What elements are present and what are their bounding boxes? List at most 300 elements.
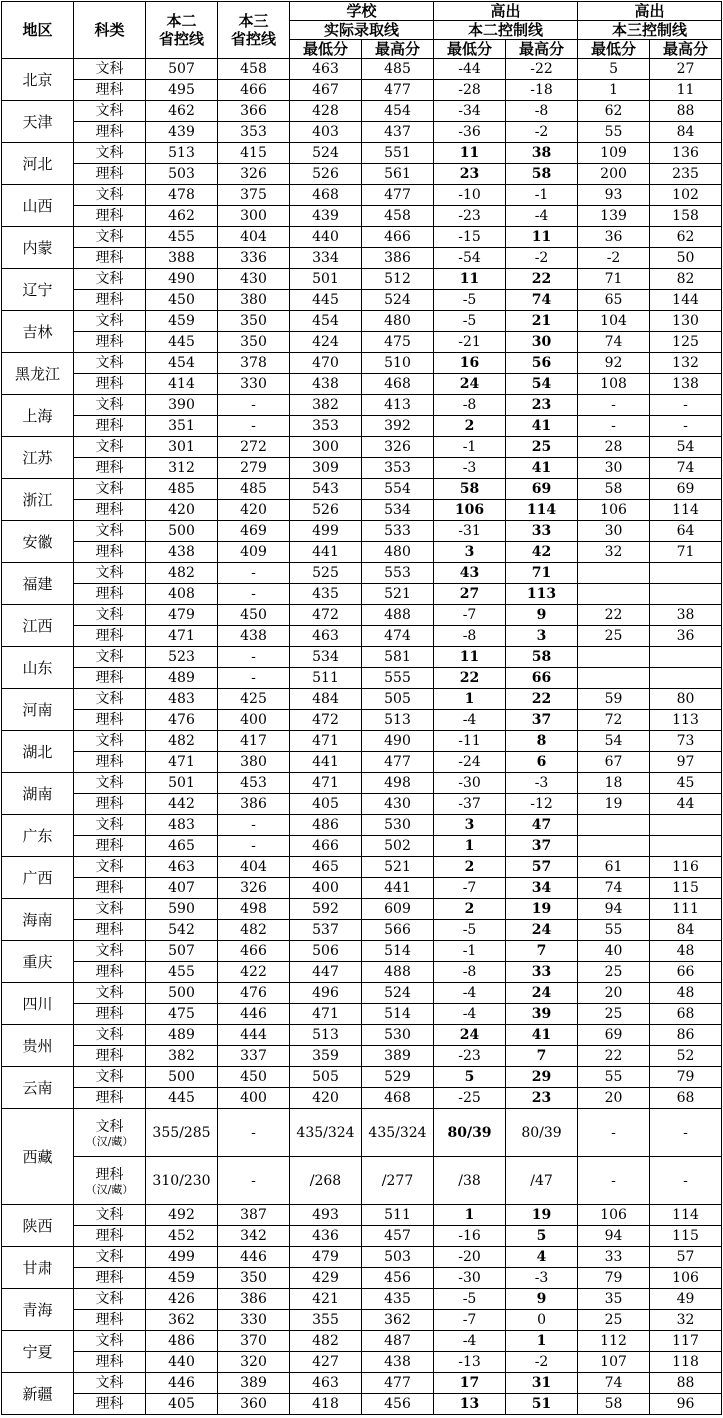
score-cell: 13 bbox=[434, 1394, 506, 1415]
header-above-ben2: 高出 bbox=[434, 2, 578, 21]
score-cell: 67 bbox=[578, 752, 650, 773]
score-cell: -37 bbox=[434, 794, 506, 815]
score-cell: 480 bbox=[362, 542, 434, 563]
category-cell: 理科 bbox=[74, 1226, 146, 1247]
score-cell: 438 bbox=[290, 374, 362, 395]
score-cell: -2 bbox=[506, 122, 578, 143]
score-cell: 330 bbox=[218, 374, 290, 395]
table-row bbox=[2, 479, 722, 500]
score-cell: 130 bbox=[650, 311, 722, 332]
table-row bbox=[2, 899, 722, 920]
category-cell: 理科 bbox=[74, 416, 146, 437]
score-cell: 390 bbox=[146, 395, 218, 416]
score-cell: 525 bbox=[290, 563, 362, 584]
score-cell: 442 bbox=[146, 794, 218, 815]
category-cell: 文科 bbox=[74, 1247, 146, 1268]
score-cell: 326 bbox=[362, 437, 434, 458]
score-cell: 453 bbox=[218, 773, 290, 794]
score-cell: 320 bbox=[218, 1352, 290, 1373]
category-cell: 文科 bbox=[74, 563, 146, 584]
score-cell: 22 bbox=[506, 269, 578, 290]
score-cell: 507 bbox=[146, 941, 218, 962]
score-cell: 64 bbox=[650, 521, 722, 542]
score-cell: 458 bbox=[362, 206, 434, 227]
score-cell: 387 bbox=[218, 1205, 290, 1226]
score-cell: 58 bbox=[506, 164, 578, 185]
score-cell: 477 bbox=[362, 1373, 434, 1394]
score-cell: 49 bbox=[650, 1289, 722, 1310]
table-row bbox=[2, 563, 722, 584]
score-cell: 22 bbox=[434, 668, 506, 689]
category-cell: 理科 bbox=[74, 206, 146, 227]
score-cell: 16 bbox=[434, 353, 506, 374]
table-row bbox=[2, 773, 722, 794]
score-cell: 54 bbox=[578, 731, 650, 752]
score-cell: 524 bbox=[290, 143, 362, 164]
score-cell: 200 bbox=[578, 164, 650, 185]
score-cell: 336 bbox=[218, 248, 290, 269]
score-cell: 380 bbox=[218, 290, 290, 311]
score-cell: 21 bbox=[506, 311, 578, 332]
table-row bbox=[2, 1289, 722, 1310]
category-cell bbox=[74, 1109, 146, 1157]
score-cell: 430 bbox=[218, 269, 290, 290]
score-cell: 554 bbox=[362, 479, 434, 500]
category-cell: 文科 bbox=[74, 311, 146, 332]
score-cell: 511 bbox=[362, 1205, 434, 1226]
region-cell: 福建 bbox=[2, 563, 74, 605]
score-cell: 490 bbox=[362, 731, 434, 752]
score-cell: 132 bbox=[650, 353, 722, 374]
header-ben3-line bbox=[218, 2, 290, 59]
score-cell: 74 bbox=[506, 290, 578, 311]
score-cell: 28 bbox=[578, 437, 650, 458]
category-cell: 文科 bbox=[74, 185, 146, 206]
score-cell: 534 bbox=[362, 500, 434, 521]
score-cell: 468 bbox=[362, 1088, 434, 1109]
score-cell: 468 bbox=[290, 185, 362, 206]
score-cell: 513 bbox=[290, 1025, 362, 1046]
score-cell: 7 bbox=[506, 1046, 578, 1067]
score-cell: -23 bbox=[434, 1046, 506, 1067]
score-cell: 475 bbox=[362, 332, 434, 353]
score-cell: 445 bbox=[290, 290, 362, 311]
score-cell: 111 bbox=[650, 899, 722, 920]
score-cell: 482 bbox=[218, 920, 290, 941]
score-cell: - bbox=[218, 395, 290, 416]
score-cell: 581 bbox=[362, 647, 434, 668]
header-school: 学校 bbox=[290, 2, 434, 21]
category-cell: 理科 bbox=[74, 290, 146, 311]
score-cell: 477 bbox=[362, 185, 434, 206]
score-cell: 25 bbox=[578, 962, 650, 983]
score-cell: -3 bbox=[506, 773, 578, 794]
score-cell: 69 bbox=[578, 1025, 650, 1046]
score-cell: 38 bbox=[650, 605, 722, 626]
score-cell: 400 bbox=[218, 1088, 290, 1109]
score-cell: 11 bbox=[434, 143, 506, 164]
score-cell: 378 bbox=[218, 353, 290, 374]
category-sublabel: （汉/藏） bbox=[85, 1134, 134, 1148]
score-cell: 118 bbox=[650, 1352, 722, 1373]
table-row bbox=[2, 983, 722, 1004]
score-cell bbox=[650, 815, 722, 836]
score-cell: 39 bbox=[506, 1004, 578, 1025]
score-cell: 407 bbox=[146, 878, 218, 899]
score-cell: 68 bbox=[650, 1088, 722, 1109]
score-cell: 88 bbox=[650, 1373, 722, 1394]
region-cell: 青海 bbox=[2, 1289, 74, 1331]
score-cell: 74 bbox=[578, 878, 650, 899]
header-ben2-line-l2: 省控线 bbox=[158, 30, 204, 48]
score-cell: 32 bbox=[578, 542, 650, 563]
score-cell bbox=[578, 563, 650, 584]
score-cell: 513 bbox=[362, 710, 434, 731]
category-cell: 文科 bbox=[74, 689, 146, 710]
score-cell: 355 bbox=[290, 1310, 362, 1331]
score-cell: 62 bbox=[578, 101, 650, 122]
score-cell: -7 bbox=[434, 1310, 506, 1331]
score-cell: 7 bbox=[506, 941, 578, 962]
score-cell: 533 bbox=[362, 521, 434, 542]
score-cell: 4 bbox=[506, 1247, 578, 1268]
score-cell: - bbox=[218, 1109, 290, 1157]
score-cell: 465 bbox=[290, 857, 362, 878]
score-cell: 74 bbox=[578, 1373, 650, 1394]
score-cell: 418 bbox=[290, 1394, 362, 1415]
score-cell: 44 bbox=[650, 794, 722, 815]
region-cell: 上海 bbox=[2, 395, 74, 437]
category-cell: 理科 bbox=[74, 1352, 146, 1373]
score-cell: 489 bbox=[146, 1025, 218, 1046]
table-row bbox=[2, 1352, 722, 1373]
score-cell: 510 bbox=[362, 353, 434, 374]
category-cell: 理科 bbox=[74, 962, 146, 983]
score-cell: 542 bbox=[146, 920, 218, 941]
table-row bbox=[2, 395, 722, 416]
score-cell: 42 bbox=[506, 542, 578, 563]
score-cell: 36 bbox=[650, 626, 722, 647]
score-cell: 503 bbox=[362, 1247, 434, 1268]
score-cell: 474 bbox=[362, 626, 434, 647]
score-cell: - bbox=[218, 836, 290, 857]
score-cell: 513 bbox=[146, 143, 218, 164]
score-cell: 514 bbox=[362, 1004, 434, 1025]
score-cell: 52 bbox=[650, 1046, 722, 1067]
score-cell: - bbox=[578, 1157, 650, 1205]
score-cell: 471 bbox=[146, 626, 218, 647]
score-cell: 24 bbox=[506, 920, 578, 941]
score-cell: 79 bbox=[578, 1268, 650, 1289]
score-cell: /47 bbox=[506, 1157, 578, 1205]
score-cell: 115 bbox=[650, 1226, 722, 1247]
score-cell: 414 bbox=[146, 374, 218, 395]
region-cell: 黑龙江 bbox=[2, 353, 74, 395]
score-cell: 66 bbox=[650, 962, 722, 983]
score-cell: 23 bbox=[434, 164, 506, 185]
table-row-tibet-wen bbox=[2, 1109, 722, 1157]
header-ben3-line-l1: 本三 bbox=[238, 12, 269, 30]
category-cell: 文科 bbox=[74, 143, 146, 164]
score-cell: 326 bbox=[218, 164, 290, 185]
score-cell: 375 bbox=[218, 185, 290, 206]
score-cell: 1 bbox=[434, 1205, 506, 1226]
score-cell: 11 bbox=[434, 269, 506, 290]
score-cell: 326 bbox=[218, 878, 290, 899]
table-row bbox=[2, 605, 722, 626]
table-row bbox=[2, 101, 722, 122]
category-cell: 理科 bbox=[74, 878, 146, 899]
score-cell: 505 bbox=[362, 689, 434, 710]
table-row bbox=[2, 1004, 722, 1025]
score-cell: 2 bbox=[434, 857, 506, 878]
score-cell: -18 bbox=[506, 80, 578, 101]
score-cell: 106 bbox=[578, 1205, 650, 1226]
table-row bbox=[2, 794, 722, 815]
table-header bbox=[2, 2, 722, 59]
score-cell: 471 bbox=[290, 731, 362, 752]
score-cell bbox=[650, 584, 722, 605]
score-cell: 350 bbox=[218, 332, 290, 353]
score-cell: 420 bbox=[146, 500, 218, 521]
region-cell: 新疆 bbox=[2, 1373, 74, 1415]
header-ben3-min: 最低分 bbox=[578, 40, 650, 59]
score-cell: 420 bbox=[290, 1088, 362, 1109]
score-cell: 32 bbox=[650, 1310, 722, 1331]
score-cell: 88 bbox=[650, 101, 722, 122]
score-cell: 41 bbox=[506, 416, 578, 437]
score-cell: 609 bbox=[362, 899, 434, 920]
score-cell: 5 bbox=[434, 1067, 506, 1088]
score-cell: 498 bbox=[362, 773, 434, 794]
score-cell: 80/39 bbox=[506, 1109, 578, 1157]
score-cell: 471 bbox=[290, 1004, 362, 1025]
score-cell: 463 bbox=[290, 59, 362, 80]
score-cell: 429 bbox=[290, 1268, 362, 1289]
score-cell: - bbox=[650, 395, 722, 416]
score-cell: 501 bbox=[146, 773, 218, 794]
category-label: 文科 bbox=[95, 1118, 124, 1135]
score-cell: -5 bbox=[434, 311, 506, 332]
score-cell: 36 bbox=[578, 227, 650, 248]
score-cell: 475 bbox=[146, 1004, 218, 1025]
score-cell: 537 bbox=[290, 920, 362, 941]
score-cell: 496 bbox=[290, 983, 362, 1004]
score-cell bbox=[650, 668, 722, 689]
score-cell: 382 bbox=[290, 395, 362, 416]
category-cell: 理科 bbox=[74, 1310, 146, 1331]
table-body-tibet bbox=[2, 1109, 722, 1205]
score-cell: 456 bbox=[362, 1268, 434, 1289]
score-cell: 30 bbox=[578, 458, 650, 479]
score-cell: -11 bbox=[434, 731, 506, 752]
score-cell: 272 bbox=[218, 437, 290, 458]
region-cell: 广东 bbox=[2, 815, 74, 857]
category-cell: 理科 bbox=[74, 332, 146, 353]
score-cell: 330 bbox=[218, 1310, 290, 1331]
admission-score-table bbox=[1, 1, 722, 1415]
score-cell: 58 bbox=[578, 479, 650, 500]
category-cell: 文科 bbox=[74, 773, 146, 794]
score-cell: 523 bbox=[146, 647, 218, 668]
table-row bbox=[2, 710, 722, 731]
score-cell: -10 bbox=[434, 185, 506, 206]
header-ben3-line-l2: 省控线 bbox=[230, 30, 276, 48]
score-cell: 9 bbox=[506, 605, 578, 626]
category-cell: 理科 bbox=[74, 1046, 146, 1067]
table-row bbox=[2, 752, 722, 773]
region-cell: 海南 bbox=[2, 899, 74, 941]
score-cell: 139 bbox=[578, 206, 650, 227]
score-cell: /38 bbox=[434, 1157, 506, 1205]
score-cell: 483 bbox=[146, 815, 218, 836]
table-row bbox=[2, 647, 722, 668]
score-cell: 38 bbox=[506, 143, 578, 164]
score-cell: 488 bbox=[362, 605, 434, 626]
score-bold: 80/39 bbox=[447, 1124, 492, 1141]
score-cell: 74 bbox=[578, 332, 650, 353]
score-cell: 555 bbox=[362, 668, 434, 689]
score-cell: 106 bbox=[578, 500, 650, 521]
score-cell: 47 bbox=[506, 815, 578, 836]
score-cell: 561 bbox=[362, 164, 434, 185]
score-cell: 370 bbox=[218, 1331, 290, 1352]
score-cell: 386 bbox=[362, 248, 434, 269]
score-cell: 351 bbox=[146, 416, 218, 437]
score-cell: 235 bbox=[650, 164, 722, 185]
category-cell: 文科 bbox=[74, 437, 146, 458]
score-cell: - bbox=[218, 1157, 290, 1205]
score-cell: 138 bbox=[650, 374, 722, 395]
score-cell: 353 bbox=[362, 458, 434, 479]
category-cell: 文科 bbox=[74, 1373, 146, 1394]
score-cell: 428 bbox=[290, 101, 362, 122]
score-cell: 19 bbox=[578, 794, 650, 815]
score-cell: 58 bbox=[578, 1394, 650, 1415]
header-above-ben3-sub: 本三控制线 bbox=[578, 21, 722, 40]
score-cell: -21 bbox=[434, 332, 506, 353]
score-cell: -1 bbox=[506, 185, 578, 206]
score-cell: 477 bbox=[362, 752, 434, 773]
score-cell: 479 bbox=[146, 605, 218, 626]
score-cell: 359 bbox=[290, 1046, 362, 1067]
score-cell: 454 bbox=[362, 101, 434, 122]
score-cell: 447 bbox=[290, 962, 362, 983]
table-row bbox=[2, 1310, 722, 1331]
header-region: 地区 bbox=[2, 2, 74, 59]
score-cell: 334 bbox=[290, 248, 362, 269]
score-cell: 400 bbox=[290, 878, 362, 899]
category-cell: 理科 bbox=[74, 374, 146, 395]
score-cell: 482 bbox=[146, 731, 218, 752]
score-cell: 482 bbox=[146, 563, 218, 584]
score-cell: 492 bbox=[146, 1205, 218, 1226]
score-cell: -12 bbox=[506, 794, 578, 815]
score-cell: 114 bbox=[506, 500, 578, 521]
score-cell: 476 bbox=[146, 710, 218, 731]
score-cell: 79 bbox=[650, 1067, 722, 1088]
score-cell: 438 bbox=[362, 1352, 434, 1373]
table-row bbox=[2, 1067, 722, 1088]
score-cell: 0 bbox=[506, 1310, 578, 1331]
score-cell: 389 bbox=[362, 1046, 434, 1067]
score-cell: 5 bbox=[506, 1226, 578, 1247]
score-cell: 69 bbox=[506, 479, 578, 500]
table-row bbox=[2, 374, 722, 395]
table-row bbox=[2, 689, 722, 710]
score-cell: 526 bbox=[290, 500, 362, 521]
category-label: 理科 bbox=[95, 1166, 124, 1183]
score-cell: 41 bbox=[506, 458, 578, 479]
score-cell: 11 bbox=[506, 227, 578, 248]
score-cell: -8 bbox=[434, 962, 506, 983]
score-cell: - bbox=[218, 668, 290, 689]
category-cell: 理科 bbox=[74, 794, 146, 815]
score-cell: 392 bbox=[362, 416, 434, 437]
score-cell: - bbox=[578, 395, 650, 416]
score-cell: 441 bbox=[290, 752, 362, 773]
score-cell: 56 bbox=[506, 353, 578, 374]
score-cell: 27 bbox=[434, 584, 506, 605]
score-cell: 469 bbox=[218, 521, 290, 542]
score-cell: -8 bbox=[506, 101, 578, 122]
score-cell: -15 bbox=[434, 227, 506, 248]
table-row bbox=[2, 941, 722, 962]
score-cell bbox=[650, 836, 722, 857]
header-ben2-min: 最低分 bbox=[434, 40, 506, 59]
score-cell: 48 bbox=[650, 941, 722, 962]
score-cell: - bbox=[218, 584, 290, 605]
category-cell: 文科 bbox=[74, 395, 146, 416]
score-cell: 435/324 bbox=[290, 1109, 362, 1157]
score-cell: 484 bbox=[290, 689, 362, 710]
score-cell: 117 bbox=[650, 1331, 722, 1352]
score-cell: 20 bbox=[578, 983, 650, 1004]
score-cell: 3 bbox=[506, 626, 578, 647]
score-cell: 478 bbox=[146, 185, 218, 206]
score-cell: 92 bbox=[578, 353, 650, 374]
header-category: 科类 bbox=[74, 2, 146, 59]
table-row bbox=[2, 1226, 722, 1247]
score-cell: 158 bbox=[650, 206, 722, 227]
score-cell: 66 bbox=[506, 668, 578, 689]
score-cell: 57 bbox=[650, 1247, 722, 1268]
score-cell: 485 bbox=[218, 479, 290, 500]
score-cell: 485 bbox=[146, 479, 218, 500]
table-row bbox=[2, 878, 722, 899]
score-cell: 29 bbox=[506, 1067, 578, 1088]
score-cell: -3 bbox=[434, 458, 506, 479]
score-cell: 73 bbox=[650, 731, 722, 752]
table-row bbox=[2, 836, 722, 857]
category-cell: 理科 bbox=[74, 458, 146, 479]
table-row bbox=[2, 206, 722, 227]
score-cell: 107 bbox=[578, 1352, 650, 1373]
category-cell: 文科 bbox=[74, 353, 146, 374]
score-cell: -3 bbox=[506, 1268, 578, 1289]
score-cell: 25 bbox=[506, 437, 578, 458]
score-cell: 55 bbox=[578, 122, 650, 143]
score-cell: 58 bbox=[434, 479, 506, 500]
score-cell: 417 bbox=[218, 731, 290, 752]
score-cell: 408 bbox=[146, 584, 218, 605]
table-row bbox=[2, 500, 722, 521]
score-cell: 445 bbox=[146, 332, 218, 353]
region-cell: 山西 bbox=[2, 185, 74, 227]
category-cell: 文科 bbox=[74, 605, 146, 626]
score-cell: 82 bbox=[650, 269, 722, 290]
score-cell: 472 bbox=[290, 605, 362, 626]
